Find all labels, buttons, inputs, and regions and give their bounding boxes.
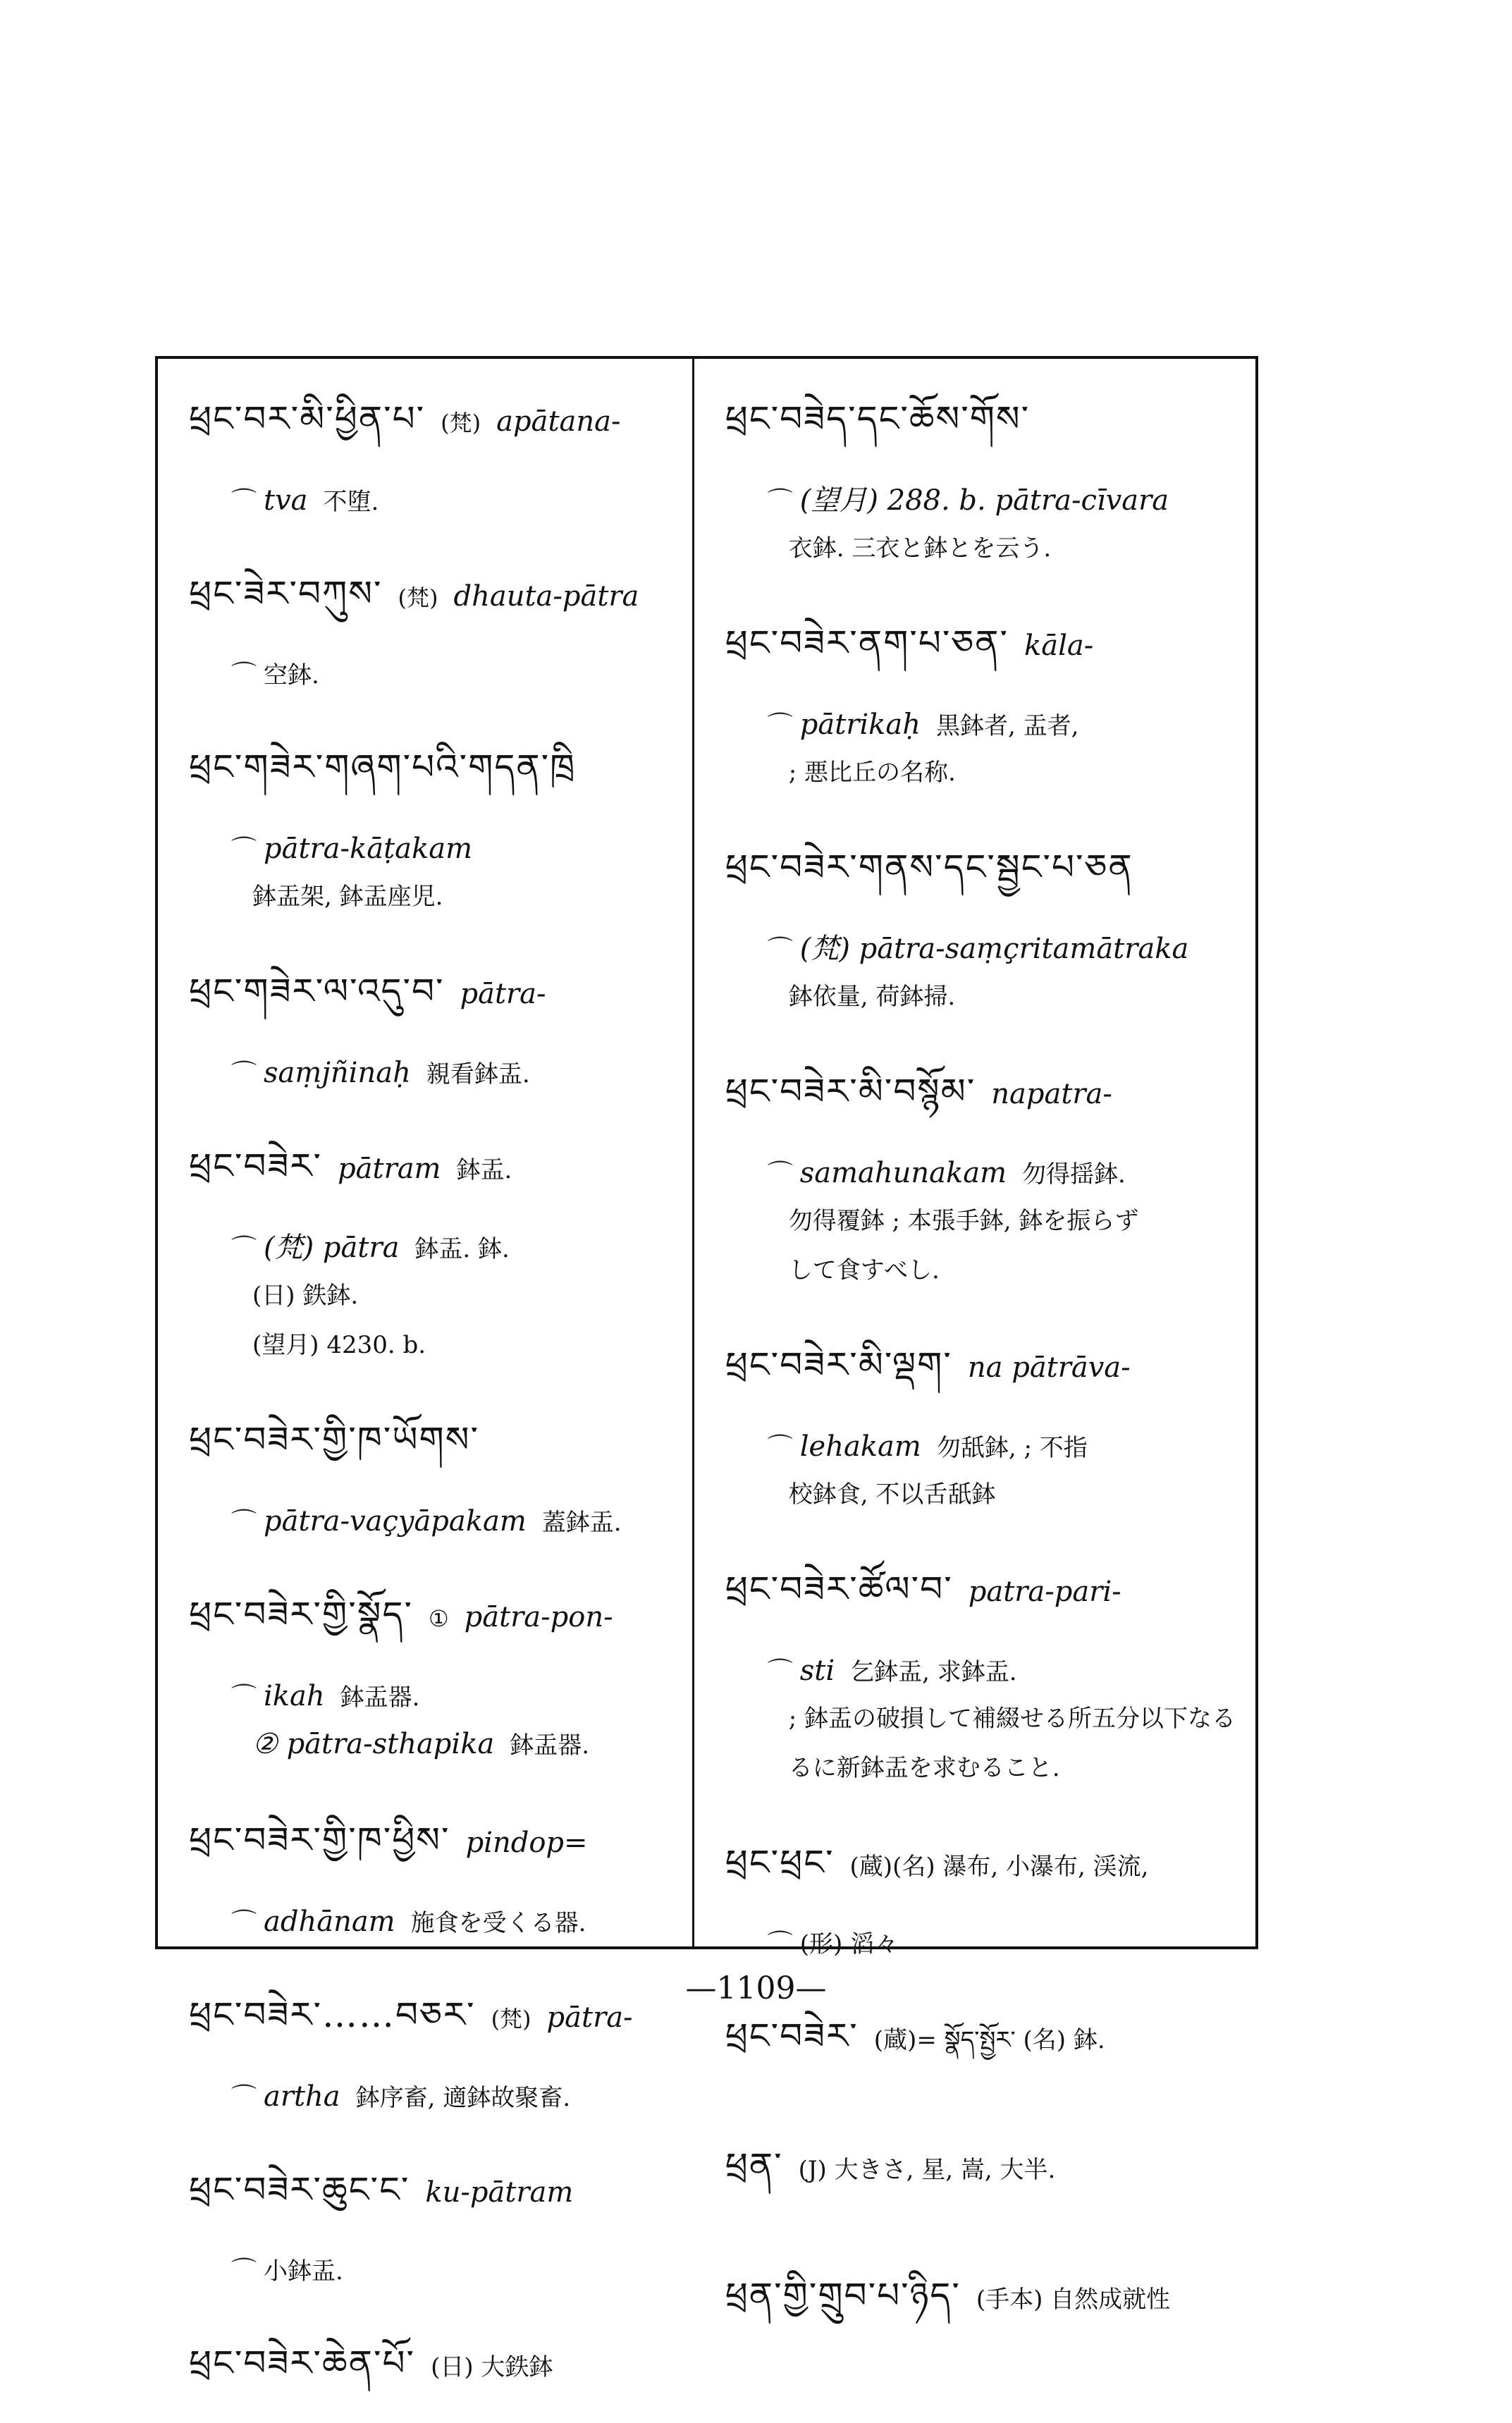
sanskrit-term: pindop= bbox=[465, 1827, 588, 1859]
sanskrit-term: napatra- bbox=[991, 1078, 1112, 1110]
japanese-gloss: 親看鉢盂. bbox=[426, 1060, 530, 1088]
continuation-hook-icon: ⌒ bbox=[231, 1683, 257, 1712]
sanskrit-term: ② pātra-sthapika bbox=[252, 1728, 495, 1760]
tibetan-headword: ཕྲང་ཕྲང་ bbox=[725, 1842, 835, 1883]
dictionary-entry bbox=[725, 1997, 1236, 2096]
japanese-gloss: 鉢盂. 鉢. bbox=[414, 1235, 510, 1263]
sanskrit-term: pātra-pon- bbox=[464, 1601, 613, 1633]
sanskrit-term: sti bbox=[799, 1655, 835, 1687]
dictionary-entry bbox=[725, 1824, 1236, 1966]
sanskrit-term: patra-pari- bbox=[968, 1576, 1121, 1608]
tibetan-headword: ཕྲང་གཟེར་གཞག་པའི་གདན་ཁྲི bbox=[189, 747, 577, 787]
entry-headline bbox=[725, 380, 1236, 479]
page-number: —1109— bbox=[685, 1970, 827, 2006]
entry-continuation bbox=[189, 479, 672, 524]
tibetan-headword: ཕྲང་བཟེར་ bbox=[189, 1146, 323, 1186]
sanskrit-term: na pātrāva- bbox=[967, 1351, 1131, 1384]
continuation-hook-icon: ⌒ bbox=[767, 1930, 793, 1958]
japanese-gloss: して食すべし. bbox=[788, 1256, 940, 1284]
dictionary-entry bbox=[189, 1127, 672, 1370]
entry-continuation bbox=[189, 654, 672, 697]
japanese-gloss: (日) 大鉄鉢 bbox=[431, 2353, 553, 2381]
dictionary-entry bbox=[189, 1576, 672, 1770]
source-tag: (梵) bbox=[491, 2006, 531, 2032]
dictionary-entry bbox=[725, 1053, 1236, 1295]
japanese-gloss: (手本) 自然成就性 bbox=[976, 2286, 1171, 2314]
entry-headline bbox=[725, 2127, 1236, 2226]
entry-continuation bbox=[725, 1743, 1236, 1793]
entry-headline bbox=[189, 1401, 672, 1499]
source-tag: ① bbox=[428, 1605, 449, 1632]
tibetan-headword: ཕྲན་གྱི་གྲུབ་པ་ཉིད་ bbox=[725, 2275, 961, 2316]
sanskrit-term: dhauta-pātra bbox=[453, 580, 639, 613]
japanese-gloss: 衣鉢. 三衣と鉢とを云う. bbox=[788, 534, 1052, 563]
entry-continuation bbox=[725, 1694, 1236, 1743]
entry-continuation bbox=[725, 1922, 1236, 1966]
dictionary-entry bbox=[725, 604, 1236, 797]
entry-continuation bbox=[725, 479, 1236, 524]
entry-headline bbox=[725, 1053, 1236, 1151]
continuation-hook-icon: ⌒ bbox=[231, 1234, 257, 1263]
entry-headline bbox=[725, 2257, 1236, 2355]
tibetan-headword: ཕྲང་བཟེར་……བཅར་ bbox=[189, 1994, 476, 2035]
japanese-gloss: 施食を受くる器. bbox=[410, 1909, 586, 1937]
japanese-gloss: (日) 鉄鉢. bbox=[252, 1282, 359, 1310]
entry-headline bbox=[725, 604, 1236, 703]
left-column bbox=[158, 359, 692, 2384]
continuation-hook-icon: ⌒ bbox=[231, 1908, 257, 1937]
source-tag: (梵) bbox=[441, 410, 481, 436]
dictionary-entry bbox=[189, 1801, 672, 1945]
entry-continuation bbox=[725, 748, 1236, 797]
japanese-gloss: (J) 大きさ, 星, 嵩, 大半. bbox=[798, 2156, 1056, 2184]
tibetan-headword: ཕྲང་བཟེར་ཆེན་པོ་ bbox=[189, 2343, 416, 2384]
tibetan-headword: ཕྲང་བཟེར་གྱི་ཁ་ཡོགས་ bbox=[189, 1419, 479, 1460]
sanskrit-term: samahunakam bbox=[799, 1157, 1007, 1189]
entry-headline bbox=[189, 555, 672, 654]
japanese-gloss: 鉢盂架, 鉢盂座児. bbox=[252, 883, 443, 911]
japanese-gloss: 勿得揺鉢. bbox=[1022, 1160, 1126, 1189]
entry-continuation bbox=[725, 1649, 1236, 1694]
dictionary-entry bbox=[189, 1401, 672, 1545]
dictionary-entry bbox=[189, 555, 672, 697]
entry-headline bbox=[189, 380, 672, 479]
japanese-gloss: 空鉢. bbox=[264, 661, 319, 689]
japanese-gloss: (蔵)(名) 瀑布, 小瀑布, 渓流, bbox=[849, 1853, 1149, 1881]
continuation-hook-icon: ⌒ bbox=[231, 1508, 257, 1537]
sanskrit-term: saṃjñinaḥ bbox=[264, 1057, 411, 1089]
tibetan-headword: ཕྲང་བཟེར་ཚོལ་བ་ bbox=[725, 1569, 953, 1609]
tibetan-headword: ཕྲང་བཟེར་མི་ལྡག་ bbox=[725, 1344, 952, 1385]
continuation-hook-icon: ⌒ bbox=[767, 1160, 793, 1189]
sanskrit-term: (梵) pātra-saṃçritamātraka bbox=[799, 933, 1189, 965]
continuation-hook-icon: ⌒ bbox=[231, 661, 257, 689]
entry-continuation bbox=[189, 1499, 672, 1545]
dictionary-entry bbox=[725, 380, 1236, 573]
tibetan-headword: ཕྲང་བཟེད་དང་ཆོས་གོས་ bbox=[725, 398, 1031, 439]
tibetan-headword: ཕྲང་བཟེར་ bbox=[725, 2016, 859, 2056]
japanese-gloss: 鉢序畜, 適鉢故聚畜. bbox=[355, 2084, 571, 2112]
continuation-hook-icon: ⌒ bbox=[767, 1433, 793, 1462]
entry-continuation bbox=[189, 1900, 672, 1945]
dictionary-entry bbox=[725, 1550, 1236, 1793]
entry-headline bbox=[725, 1997, 1236, 2096]
japanese-gloss: 鉢盂. bbox=[456, 1156, 512, 1184]
entry-headline bbox=[725, 1550, 1236, 1649]
japanese-gloss: (望月) 4230. b. bbox=[252, 1331, 426, 1359]
entry-headline bbox=[725, 1326, 1236, 1425]
entry-headline bbox=[189, 2151, 672, 2250]
japanese-gloss: 鉢依量, 荷鉢掃. bbox=[788, 983, 956, 1011]
tibetan-headword: ཕྲང་ཟེར་བཀུས་ bbox=[189, 573, 383, 614]
continuation-hook-icon: ⌒ bbox=[767, 1657, 793, 1686]
japanese-gloss: 勿舐鉢, ; 不指 bbox=[936, 1434, 1088, 1462]
dictionary-entry bbox=[725, 2127, 1236, 2226]
tibetan-headword: ཕྲང་བཟེར་ཆུང་ང་ bbox=[189, 2169, 410, 2210]
entry-continuation bbox=[189, 1674, 672, 1719]
entry-headline bbox=[189, 1576, 672, 1674]
japanese-gloss: (形) 滔々 bbox=[799, 1930, 899, 1958]
entry-continuation bbox=[725, 1196, 1236, 1246]
entry-headline bbox=[189, 1127, 672, 1226]
continuation-hook-icon: ⌒ bbox=[767, 711, 793, 740]
sanskrit-term: pātram bbox=[338, 1153, 441, 1185]
source-tag: (梵) bbox=[398, 584, 438, 611]
entry-headline bbox=[189, 952, 672, 1051]
sanskrit-term: ku-pātram bbox=[425, 2176, 574, 2209]
entry-headline bbox=[189, 728, 672, 827]
entry-continuation bbox=[189, 1051, 672, 1096]
sanskrit-term: artha bbox=[264, 2080, 340, 2113]
entry-headline bbox=[725, 1824, 1236, 1922]
sanskrit-term: tva bbox=[264, 484, 308, 517]
dictionary-entry bbox=[189, 952, 672, 1096]
sanskrit-term: pātrikaḥ bbox=[799, 709, 921, 741]
entry-continuation bbox=[725, 1470, 1236, 1519]
sanskrit-term: lehakam bbox=[799, 1430, 921, 1463]
entry-continuation bbox=[189, 1320, 672, 1370]
dictionary-entry bbox=[189, 728, 672, 921]
japanese-gloss: 校鉢食, 不以舌舐鉢 bbox=[788, 1480, 996, 1509]
entry-continuation bbox=[189, 1226, 672, 1271]
dictionary-entry bbox=[189, 2324, 672, 2423]
sanskrit-term: pātra-kāṭakam bbox=[264, 833, 473, 865]
entry-continuation bbox=[725, 1425, 1236, 1470]
entry-continuation bbox=[189, 1271, 672, 1320]
japanese-gloss: 勿得覆鉢 ; 本張手鉢, 鉢を振らず bbox=[788, 1207, 1139, 1235]
japanese-gloss: 鉢盂器. bbox=[510, 1731, 590, 1760]
entry-headline bbox=[189, 1801, 672, 1900]
japanese-gloss: ; 悪比丘の名称. bbox=[788, 759, 956, 787]
entry-headline bbox=[189, 2324, 672, 2423]
entry-continuation bbox=[725, 1246, 1236, 1295]
japanese-gloss: 乞鉢盂, 求鉢盂. bbox=[850, 1658, 1017, 1686]
sanskrit-term: pātra-vaçyāpakam bbox=[264, 1505, 527, 1538]
entry-continuation bbox=[725, 1151, 1236, 1196]
dictionary-entry bbox=[725, 2257, 1236, 2355]
continuation-hook-icon: ⌒ bbox=[767, 487, 793, 516]
entry-continuation bbox=[189, 872, 672, 921]
japanese-gloss: るに新鉢盂を求むること. bbox=[788, 1754, 1060, 1782]
sanskrit-term: kāla- bbox=[1024, 630, 1094, 662]
entry-continuation bbox=[725, 703, 1236, 748]
entry-continuation bbox=[725, 972, 1236, 1022]
entry-continuation bbox=[725, 524, 1236, 573]
japanese-gloss: 黒鉢者, 盂者, bbox=[936, 712, 1079, 740]
entry-headline bbox=[725, 828, 1236, 927]
sanskrit-term: pātra- bbox=[460, 978, 546, 1010]
japanese-gloss: 小鉢盂. bbox=[264, 2257, 343, 2286]
dictionary-entry bbox=[189, 380, 672, 524]
tibetan-headword: ཕྲང་བར་མི་ཕྱིན་པ་ bbox=[189, 398, 426, 439]
sanskrit-term: apātana- bbox=[496, 405, 621, 438]
continuation-hook-icon: ⌒ bbox=[231, 2257, 257, 2286]
dictionary-entry bbox=[189, 2151, 672, 2293]
japanese-gloss: (蔵)= སྣོད་སྤྱོར་ (名) 鉢. bbox=[873, 2026, 1105, 2054]
tibetan-headword: ཕྲང་བཟེར་མི་བསྙོམ་ bbox=[725, 1071, 976, 1112]
japanese-gloss: 蓋鉢盂. bbox=[541, 1509, 622, 1537]
sanskrit-term: (望月) 288. b. pātra-cīvara bbox=[799, 484, 1169, 517]
entry-continuation bbox=[189, 827, 672, 872]
entry-continuation bbox=[189, 2250, 672, 2293]
entry-continuation bbox=[725, 927, 1236, 972]
dictionary-entry bbox=[725, 828, 1236, 1022]
tibetan-headword: ཕྲང་བཟེར་ནག་པ་ཅན་ bbox=[725, 622, 1009, 663]
sanskrit-term: ikah bbox=[264, 1680, 325, 1712]
japanese-gloss: 不堕. bbox=[323, 488, 379, 516]
tibetan-headword: ཕྲང་བཟེར་གྱི་ཁ་ཕྱིས་ bbox=[189, 1820, 450, 1860]
japanese-gloss: ; 鉢盂の破損して補綴せる所五分以下なる bbox=[788, 1705, 1236, 1733]
sanskrit-term: pātra- bbox=[546, 2001, 633, 2034]
continuation-hook-icon: ⌒ bbox=[231, 2083, 257, 2112]
continuation-hook-icon: ⌒ bbox=[767, 936, 793, 964]
tibetan-headword: ཕྲན་ bbox=[725, 2145, 783, 2186]
entry-continuation bbox=[189, 2075, 672, 2120]
japanese-gloss: 鉢盂器. bbox=[340, 1683, 420, 1712]
sanskrit-term: adhānam bbox=[264, 1906, 395, 1938]
tibetan-headword: ཕྲང་བཟེར་གནས་དང་སྦྱང་པ་ཅན bbox=[725, 847, 1133, 888]
tibetan-headword: ཕྲང་གཟེར་ལ་འདུ་བ་ bbox=[189, 971, 445, 1012]
sanskrit-term: (梵) pātra bbox=[264, 1232, 400, 1264]
dictionary-entry bbox=[725, 1326, 1236, 1519]
continuation-hook-icon: ⌒ bbox=[231, 1060, 257, 1088]
continuation-hook-icon: ⌒ bbox=[231, 835, 257, 864]
continuation-hook-icon: ⌒ bbox=[231, 487, 257, 516]
tibetan-headword: ཕྲང་བཟེར་གྱི་སྣོད་ bbox=[189, 1594, 413, 1635]
entry-continuation bbox=[189, 1719, 672, 1770]
